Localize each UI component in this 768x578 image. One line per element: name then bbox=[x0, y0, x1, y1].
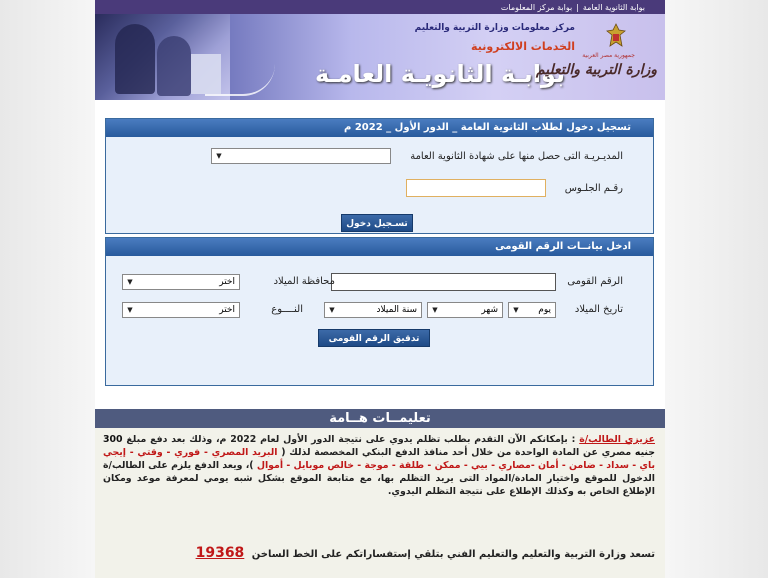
chevron-down-icon: ▼ bbox=[432, 306, 438, 314]
birth-year-value: سنة الميلاد bbox=[376, 305, 417, 315]
birth-month-value: شهر bbox=[481, 305, 498, 315]
chevron-down-icon: ▼ bbox=[513, 306, 519, 314]
chevron-down-icon: ▼ bbox=[216, 152, 222, 160]
left-margin bbox=[0, 0, 95, 578]
banner-eservices: الخدمات الالكترونية bbox=[471, 40, 575, 53]
birth-date-label: تاريخ الميلاد bbox=[574, 304, 623, 315]
national-id-input[interactable] bbox=[331, 273, 556, 291]
birth-day-value: يوم bbox=[538, 305, 551, 315]
birth-governorate-select[interactable] bbox=[122, 274, 240, 290]
chevron-down-icon: ▼ bbox=[329, 306, 335, 314]
directorate-label: المديـريـة التى حصل منها على شهادة الثانوية العامة bbox=[410, 151, 623, 162]
payment-outlets: البريد المصري - فوري - وقتي - إيجي باي - سداد - ضامن - أمان -مصاري - بيي - ممكن - طلقة - موجة - خالص موبايل - أموال bbox=[103, 447, 655, 471]
banner-title: بوابـة الثانويـة العامـة bbox=[314, 60, 565, 88]
national-id-header: ادخل بيانــات الرقم القومى bbox=[106, 238, 653, 256]
seat-number-label: رقـم الجلـوس bbox=[564, 183, 623, 194]
gender-select[interactable] bbox=[122, 302, 240, 318]
birth-year-select[interactable] bbox=[324, 302, 422, 318]
verify-national-id-button[interactable]: تدقيق الرقم القومى bbox=[318, 329, 430, 347]
instructions-lead: عزيزي الطالب/ة bbox=[579, 434, 655, 445]
eagle-crest-icon bbox=[605, 22, 627, 50]
hotline-number[interactable]: 19368 bbox=[195, 545, 245, 561]
ministry-logo: وزارة التربية والتعليم bbox=[535, 62, 657, 78]
link-separator: | bbox=[576, 2, 579, 12]
banner-subtitle: مركز معلومات وزارة التربية والتعليم bbox=[414, 23, 575, 33]
instructions-part-2: مصري عن المادة الواحدة من خلال أحد منافذ الدفع البنكي المخصصة لذلك ( bbox=[281, 447, 632, 458]
birth-month-select[interactable] bbox=[427, 302, 503, 318]
fee-amount: 300 جنيه bbox=[103, 434, 656, 458]
instructions-part-1: : بإمكانكم الآن التقدم بطلب تظلم يدوي على نتيجة الدور الأول لعام 2022 م، وذلك بعد دفع مبلغ bbox=[126, 434, 576, 445]
portal-page bbox=[95, 0, 665, 578]
birth-day-select[interactable] bbox=[508, 302, 556, 318]
header-banner bbox=[95, 14, 665, 100]
chevron-down-icon: ▼ bbox=[127, 278, 133, 286]
national-id-section bbox=[105, 237, 654, 386]
instructions-text bbox=[103, 433, 655, 498]
crest-caption: جمهورية مصر العربية bbox=[582, 52, 635, 59]
directorate-select[interactable] bbox=[211, 148, 391, 164]
hotline-line bbox=[196, 545, 655, 561]
banner-swoosh bbox=[205, 64, 275, 96]
seat-number-input[interactable] bbox=[406, 179, 546, 197]
birth-governorate-value: اختر bbox=[219, 277, 235, 287]
link-info-center[interactable]: بوابة مركز المعلومات bbox=[500, 2, 573, 12]
banner-divider bbox=[95, 100, 665, 118]
login-section bbox=[105, 118, 654, 234]
instructions-panel bbox=[95, 428, 665, 578]
gender-value: اختر bbox=[219, 305, 235, 315]
right-margin bbox=[665, 0, 768, 578]
top-link-bar bbox=[95, 0, 665, 14]
login-header: تسجيل دخول لطلاب الثانوية العامة _ الدور الأول _ 2022 م bbox=[106, 119, 653, 137]
chevron-down-icon: ▼ bbox=[127, 306, 133, 314]
hotline-text: تسعد وزارة التربية والتعليم والتعليم الفني بتلقي إستفساراتكم على الخط الساخن bbox=[251, 549, 655, 560]
instructions-header: تعليمــات هــامة bbox=[95, 409, 665, 428]
link-secondary-portal[interactable]: بوابة الثانوية العامة bbox=[582, 2, 645, 12]
login-button[interactable]: تسـجيل دخول bbox=[341, 214, 413, 232]
instructions-part-3: )، ويعد الدفع يلزم على الطالب/ة الدخول للموقع واختيار المادة/المواد التى يريد التظلم بها، مع متابعة الموقع بشكل شبه يومي لمعرفة موعد ومكان الإطلاع الخاص به وكذلك الإطلاع على نتيجة التظلم اليدوي. bbox=[103, 460, 655, 497]
birth-governorate-label: محافظة الميلاد bbox=[273, 276, 335, 287]
national-id-label: الرقم القومى bbox=[567, 276, 623, 287]
gender-label: النــــوع bbox=[271, 304, 303, 315]
